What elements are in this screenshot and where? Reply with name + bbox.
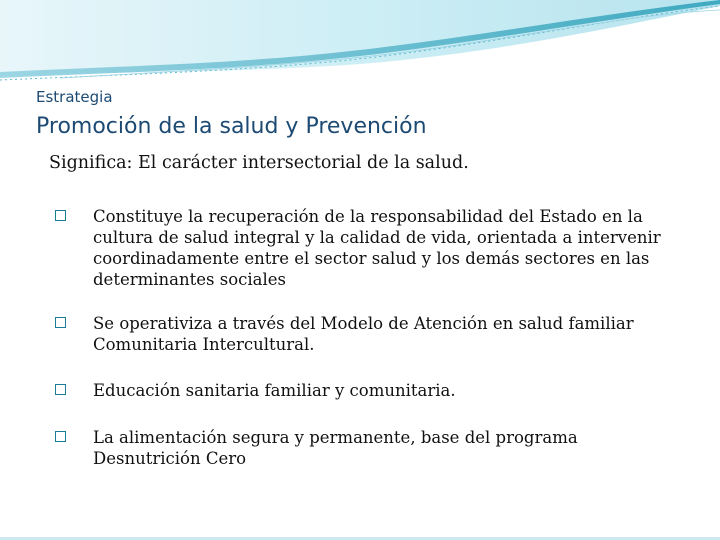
bullet-item: [52, 313, 682, 355]
bullet-item: [52, 427, 682, 469]
decorative-wave-header: [0, 0, 720, 90]
bullet-text: La alimentación segura y permanente, base del programa Desnutrición Cero: [93, 428, 578, 468]
bullet-list: [52, 206, 682, 491]
bullet-item: [52, 206, 682, 290]
bullet-text: Educación sanitaria familiar y comunitaria.: [93, 381, 456, 400]
slide-subtitle: Significa: El carácter intersectorial de la salud.: [49, 153, 469, 173]
slide-title: Promoción de la salud y Prevención: [36, 114, 427, 139]
square-bullet-icon: [55, 431, 66, 442]
square-bullet-icon: [55, 384, 66, 395]
square-bullet-icon: [55, 210, 66, 221]
bullet-text: Constituye la recuperación de la responsabilidad del Estado en la cultura de salud integral y la calidad de vida, orientada a intervenir coordinadamente entre el sector salud y los demás sectores en las determinantes sociales: [93, 207, 661, 289]
section-kicker: Estrategia: [36, 88, 113, 106]
square-bullet-icon: [55, 317, 66, 328]
bullet-item: [52, 380, 682, 401]
bullet-text: Se operativiza a través del Modelo de Atención en salud familiar Comunitaria Intercultural.: [93, 314, 634, 354]
